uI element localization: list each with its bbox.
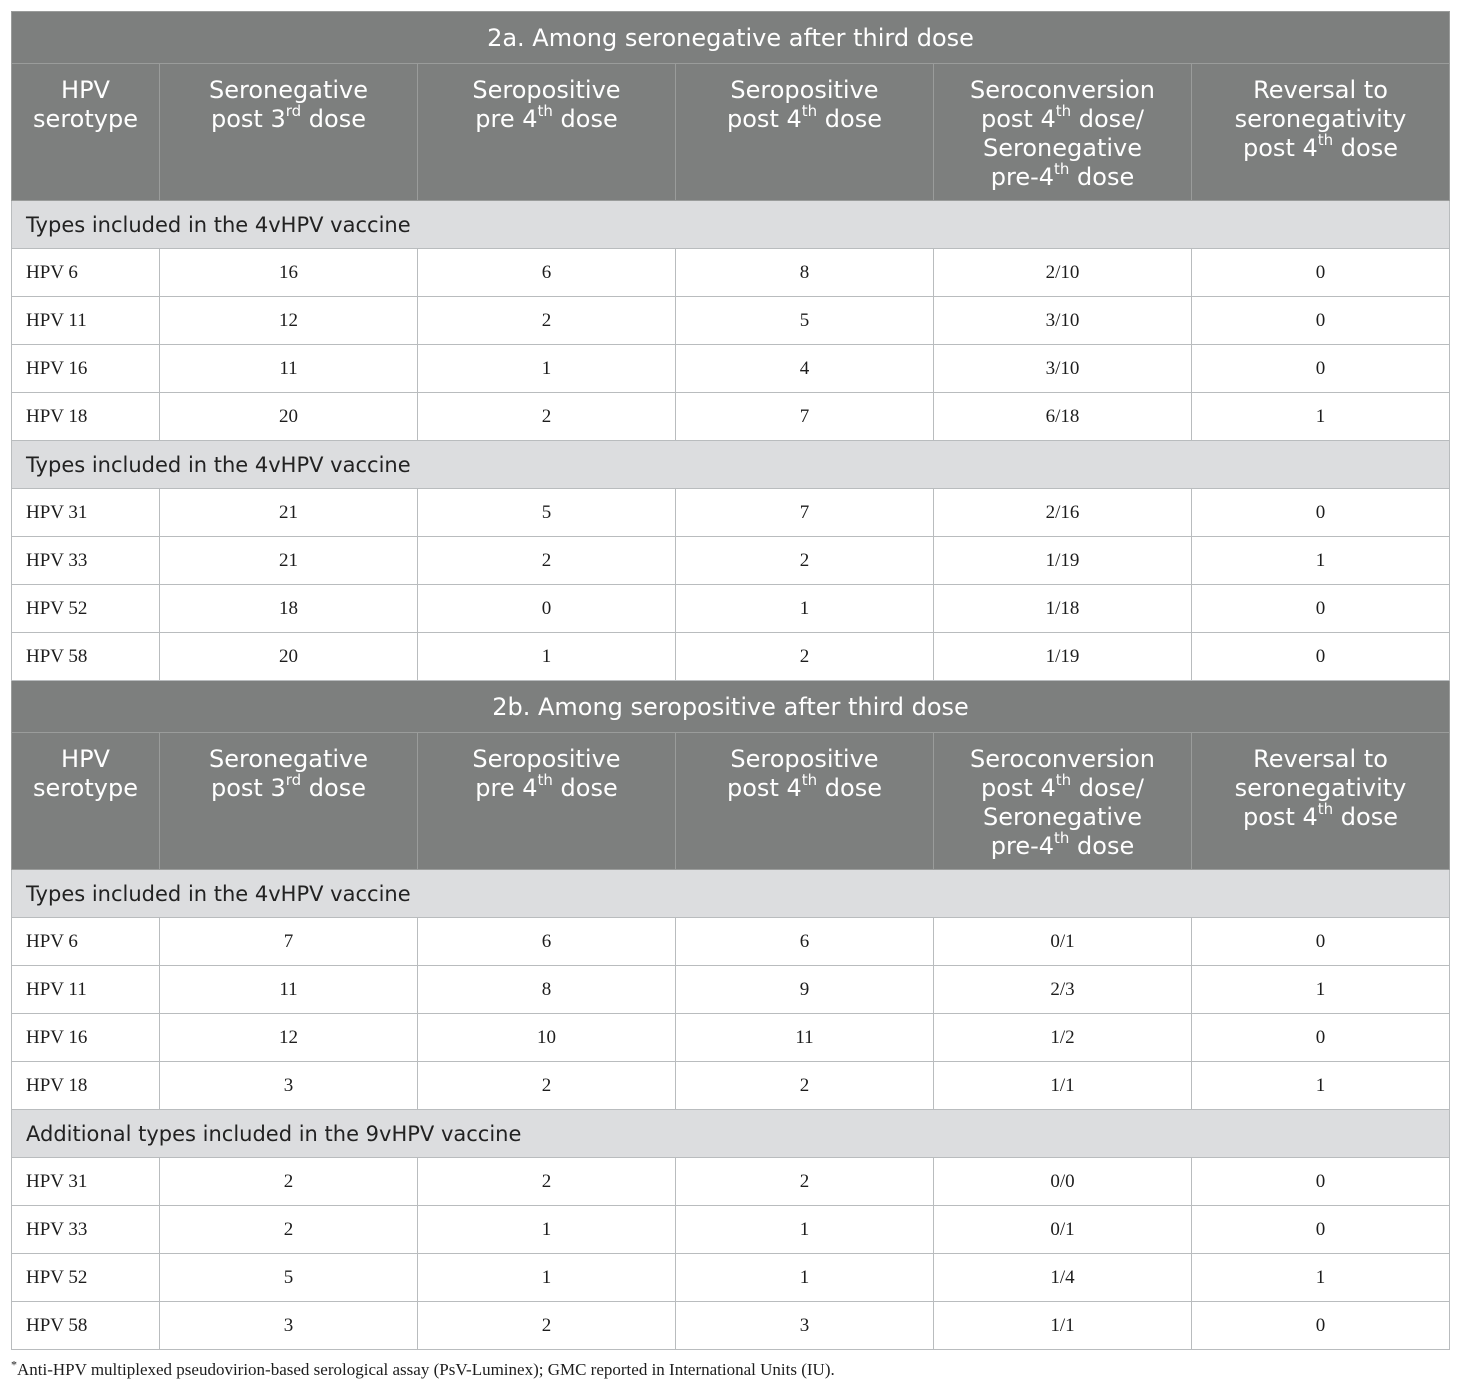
group-label: Types included in the 4vHPV vaccine — [12, 201, 1450, 249]
header-col3 — [676, 64, 934, 201]
header-col1-line — [160, 771, 417, 803]
header-col4-text: Seronegative — [983, 134, 1142, 162]
value-cell: 5 — [676, 297, 934, 345]
value-cell: 16 — [160, 249, 418, 297]
value-cell: 0/0 — [934, 1158, 1192, 1206]
header-col5 — [1192, 733, 1450, 870]
value-cell: 4 — [676, 345, 934, 393]
value-cell: 1 — [1192, 1062, 1450, 1110]
section-title-row — [12, 12, 1450, 64]
header-col5-text: dose — [1333, 134, 1398, 162]
value-cell: 2 — [676, 537, 934, 585]
value-cell: 1/1 — [934, 1302, 1192, 1350]
table-row — [12, 345, 1450, 393]
header-col4-superscript: th — [1055, 102, 1072, 120]
table-row — [12, 633, 1450, 681]
header-col3 — [676, 733, 934, 870]
header-col2-superscript: th — [537, 102, 553, 120]
serotype-cell: HPV 33 — [12, 1206, 160, 1254]
header-col2-superscript: th — [537, 771, 553, 789]
header-col2-text: pre 4 — [475, 105, 538, 133]
value-cell: 0 — [1192, 297, 1450, 345]
serotype-cell: HPV 18 — [12, 393, 160, 441]
header-col2-line — [418, 102, 675, 134]
header-col1-text: dose — [301, 774, 366, 802]
value-cell: 0 — [1192, 918, 1450, 966]
value-cell: 1/19 — [934, 633, 1192, 681]
value-cell: 1 — [1192, 1254, 1450, 1302]
value-cell: 2/3 — [934, 966, 1192, 1014]
header-col5-text: seronegativity — [1234, 774, 1407, 802]
value-cell: 6 — [418, 249, 676, 297]
serotype-cell: HPV 58 — [12, 1302, 160, 1350]
serotype-cell: HPV 18 — [12, 1062, 160, 1110]
value-cell: 6/18 — [934, 393, 1192, 441]
value-cell: 2 — [160, 1206, 418, 1254]
serotype-cell: HPV 6 — [12, 918, 160, 966]
section-title: 2b. Among seropositive after third dose — [12, 681, 1450, 733]
table-row — [12, 1062, 1450, 1110]
header-serotype — [12, 733, 160, 870]
value-cell: 0/1 — [934, 1206, 1192, 1254]
value-cell: 1 — [1192, 966, 1450, 1014]
header-col2-text: dose — [552, 774, 618, 802]
serotype-cell: HPV 52 — [12, 1254, 160, 1302]
header-col4-text: dose — [1069, 832, 1135, 860]
value-cell: 1 — [676, 585, 934, 633]
value-cell: 0 — [1192, 249, 1450, 297]
value-cell: 1 — [676, 1206, 934, 1254]
table-body — [12, 12, 1450, 1350]
section-title-row — [12, 681, 1450, 733]
header-col1-superscript: rd — [285, 771, 302, 789]
header-col3-text: post 4 — [727, 105, 802, 133]
value-cell: 12 — [160, 1014, 418, 1062]
value-cell: 0 — [1192, 489, 1450, 537]
header-col5-line — [1192, 774, 1449, 803]
value-cell: 0 — [1192, 633, 1450, 681]
value-cell: 6 — [676, 918, 934, 966]
value-cell: 1 — [418, 1206, 676, 1254]
value-cell: 20 — [160, 393, 418, 441]
header-col5-line — [1192, 76, 1449, 105]
value-cell: 3/10 — [934, 297, 1192, 345]
value-cell: 0/1 — [934, 918, 1192, 966]
value-cell: 7 — [160, 918, 418, 966]
table-row — [12, 918, 1450, 966]
value-cell: 1/4 — [934, 1254, 1192, 1302]
header-col3-line — [676, 771, 933, 803]
value-cell: 8 — [418, 966, 676, 1014]
column-header-row — [12, 733, 1450, 870]
header-col1-superscript: rd — [285, 102, 302, 120]
table-container — [11, 11, 1449, 1350]
header-col5-superscript: th — [1317, 131, 1334, 149]
table-row — [12, 1254, 1450, 1302]
value-cell: 9 — [676, 966, 934, 1014]
value-cell: 1 — [676, 1254, 934, 1302]
header-col3-superscript: th — [801, 102, 818, 120]
header-col5-text: Reversal to — [1253, 76, 1388, 104]
serotype-cell: HPV 16 — [12, 1014, 160, 1062]
value-cell: 11 — [160, 966, 418, 1014]
header-col2 — [418, 733, 676, 870]
header-col4-text: post 4 — [980, 774, 1056, 802]
header-col4-line — [934, 160, 1191, 192]
group-header-row — [12, 201, 1450, 249]
table-row — [12, 393, 1450, 441]
header-col3-text: post 4 — [727, 774, 802, 802]
header-col1-line — [160, 102, 417, 134]
header-col1-text: Seronegative — [209, 745, 368, 773]
table-row — [12, 489, 1450, 537]
header-col4-line — [934, 134, 1191, 163]
header-col5-line — [1192, 105, 1449, 134]
value-cell: 2 — [418, 1062, 676, 1110]
value-cell: 2 — [418, 1302, 676, 1350]
header-col4-line — [934, 771, 1191, 803]
header-col3-line — [676, 102, 933, 134]
serotype-cell: HPV 31 — [12, 1158, 160, 1206]
value-cell: 1/18 — [934, 585, 1192, 633]
header-col1-line — [160, 76, 417, 105]
value-cell: 0 — [1192, 585, 1450, 633]
header-serotype-text: serotype — [33, 105, 138, 133]
header-col4-line — [934, 76, 1191, 105]
header-col1 — [160, 733, 418, 870]
header-col2-line — [418, 76, 675, 105]
value-cell: 20 — [160, 633, 418, 681]
value-cell: 0 — [418, 585, 676, 633]
value-cell: 0 — [1192, 1206, 1450, 1254]
header-col2-line — [418, 745, 675, 774]
header-col4 — [934, 64, 1192, 201]
header-col1-text: dose — [301, 105, 366, 133]
value-cell: 6 — [418, 918, 676, 966]
value-cell: 2 — [418, 537, 676, 585]
header-col5-text: Reversal to — [1253, 745, 1388, 773]
group-header-row — [12, 441, 1450, 489]
table-row — [12, 966, 1450, 1014]
group-header-row — [12, 870, 1450, 918]
value-cell: 1 — [1192, 393, 1450, 441]
header-serotype-text: HPV — [61, 745, 110, 773]
footnote-text: Anti-HPV multiplexed pseudovirion-based serological assay (PsV-Luminex); GMC reported in International Units (IU). — [17, 1360, 835, 1379]
header-col3-text: dose — [817, 105, 882, 133]
value-cell: 1 — [418, 345, 676, 393]
value-cell: 0 — [1192, 345, 1450, 393]
group-label: Types included in the 4vHPV vaccine — [12, 870, 1450, 918]
header-serotype-text: HPV — [61, 76, 110, 104]
header-col4-superscript: th — [1054, 829, 1070, 847]
header-col4-text: pre-4 — [990, 163, 1055, 191]
header-serotype — [12, 64, 160, 201]
value-cell: 8 — [676, 249, 934, 297]
table-row — [12, 1158, 1450, 1206]
header-col5 — [1192, 64, 1450, 201]
section-title: 2a. Among seronegative after third dose — [12, 12, 1450, 64]
value-cell: 7 — [676, 489, 934, 537]
header-col5-text: post 4 — [1243, 803, 1318, 831]
header-serotype-line — [12, 745, 159, 774]
header-col4-text: dose/ — [1071, 105, 1145, 133]
header-col3-text: dose — [817, 774, 882, 802]
serotype-cell: HPV 16 — [12, 345, 160, 393]
value-cell: 2 — [676, 1158, 934, 1206]
header-serotype-line — [12, 105, 159, 134]
table-row — [12, 585, 1450, 633]
value-cell: 2 — [676, 1062, 934, 1110]
value-cell: 0 — [1192, 1302, 1450, 1350]
value-cell: 3/10 — [934, 345, 1192, 393]
header-col5-text: post 4 — [1243, 134, 1318, 162]
value-cell: 2 — [160, 1158, 418, 1206]
value-cell: 3 — [160, 1062, 418, 1110]
value-cell: 2 — [418, 297, 676, 345]
value-cell: 5 — [160, 1254, 418, 1302]
header-col3-superscript: th — [801, 771, 818, 789]
value-cell: 0 — [1192, 1158, 1450, 1206]
table-row — [12, 297, 1450, 345]
header-col4-text: dose/ — [1071, 774, 1145, 802]
group-header-row — [12, 1110, 1450, 1158]
header-col4-text: post 4 — [980, 105, 1056, 133]
value-cell: 12 — [160, 297, 418, 345]
serotype-cell: HPV 6 — [12, 249, 160, 297]
column-header-row — [12, 64, 1450, 201]
header-serotype-line — [12, 76, 159, 105]
value-cell: 2 — [418, 1158, 676, 1206]
value-cell: 1/19 — [934, 537, 1192, 585]
value-cell: 1 — [418, 633, 676, 681]
value-cell: 2/16 — [934, 489, 1192, 537]
value-cell: 3 — [160, 1302, 418, 1350]
header-serotype-line — [12, 774, 159, 803]
header-col1-text: Seronegative — [209, 76, 368, 104]
value-cell: 2 — [418, 393, 676, 441]
header-col1 — [160, 64, 418, 201]
header-col4-text: Seroconversion — [969, 76, 1155, 104]
table-row — [12, 537, 1450, 585]
header-col3-line — [676, 745, 933, 774]
header-col2-text: pre 4 — [475, 774, 538, 802]
value-cell: 21 — [160, 537, 418, 585]
serotype-cell: HPV 52 — [12, 585, 160, 633]
header-col4-text: pre-4 — [990, 832, 1055, 860]
header-col5-text: seronegativity — [1234, 105, 1407, 133]
header-col2 — [418, 64, 676, 201]
value-cell: 11 — [676, 1014, 934, 1062]
value-cell: 21 — [160, 489, 418, 537]
value-cell: 5 — [418, 489, 676, 537]
value-cell: 18 — [160, 585, 418, 633]
value-cell: 0 — [1192, 1014, 1450, 1062]
footnote — [11, 1357, 835, 1380]
header-serotype-text: serotype — [33, 774, 138, 802]
serotype-cell: HPV 58 — [12, 633, 160, 681]
header-col3-text: Seropositive — [730, 76, 879, 104]
group-label: Types included in the 4vHPV vaccine — [12, 441, 1450, 489]
header-col5-line — [1192, 131, 1449, 163]
value-cell: 10 — [418, 1014, 676, 1062]
value-cell: 1 — [418, 1254, 676, 1302]
header-col2-text: Seropositive — [472, 76, 621, 104]
header-col2-text: Seropositive — [472, 745, 621, 773]
footnote-marker: * — [11, 1357, 17, 1372]
header-col3-text: Seropositive — [730, 745, 879, 773]
value-cell: 2 — [676, 633, 934, 681]
header-col4-superscript: th — [1054, 160, 1070, 178]
table-row — [12, 1014, 1450, 1062]
header-col5-line — [1192, 745, 1449, 774]
header-col4 — [934, 733, 1192, 870]
header-col4-superscript: th — [1055, 771, 1072, 789]
header-col2-line — [418, 771, 675, 803]
serotype-cell: HPV 11 — [12, 297, 160, 345]
header-col5-line — [1192, 800, 1449, 832]
value-cell: 2/10 — [934, 249, 1192, 297]
serotype-cell: HPV 31 — [12, 489, 160, 537]
header-col1-text: post 3 — [211, 774, 286, 802]
header-col4-text: Seronegative — [983, 803, 1142, 831]
serotype-cell: HPV 33 — [12, 537, 160, 585]
value-cell: 11 — [160, 345, 418, 393]
seroconversion-table — [11, 11, 1450, 1350]
value-cell: 3 — [676, 1302, 934, 1350]
value-cell: 7 — [676, 393, 934, 441]
table-row — [12, 1206, 1450, 1254]
value-cell: 1/2 — [934, 1014, 1192, 1062]
value-cell: 1 — [1192, 537, 1450, 585]
value-cell: 1/1 — [934, 1062, 1192, 1110]
header-col3-line — [676, 76, 933, 105]
table-row — [12, 1302, 1450, 1350]
header-col4-line — [934, 102, 1191, 134]
header-col4-line — [934, 803, 1191, 832]
header-col4-line — [934, 829, 1191, 861]
header-col1-text: post 3 — [211, 105, 286, 133]
header-col5-text: dose — [1333, 803, 1398, 831]
header-col4-line — [934, 745, 1191, 774]
serotype-cell: HPV 11 — [12, 966, 160, 1014]
table-row — [12, 249, 1450, 297]
header-col4-text: dose — [1069, 163, 1135, 191]
header-col5-superscript: th — [1317, 800, 1334, 818]
group-label: Additional types included in the 9vHPV vaccine — [12, 1110, 1450, 1158]
header-col4-text: Seroconversion — [969, 745, 1155, 773]
header-col2-text: dose — [552, 105, 618, 133]
header-col1-line — [160, 745, 417, 774]
